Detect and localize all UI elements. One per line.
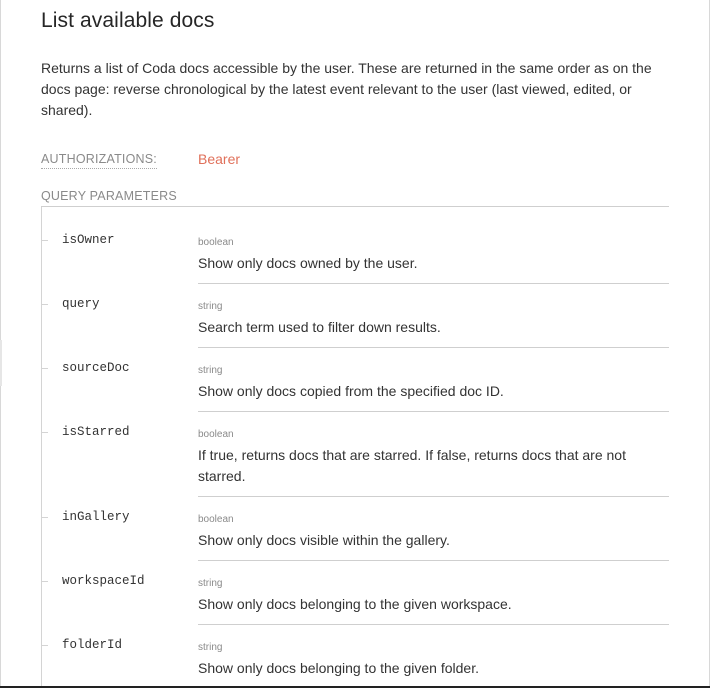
page-title: List available docs [41,9,215,32]
param-name: isOwner [62,233,115,247]
param-description: Show only docs owned by the user. [198,255,418,271]
param-name: isStarred [62,425,130,439]
param-description: If true, returns docs that are starred. If false, returns docs that are not starred. [198,447,626,484]
param-name: query [62,297,100,311]
param-description: Show only docs visible within the gallery. [198,532,450,548]
param-branch [41,645,48,646]
endpoint-description: Returns a list of Coda docs accessible by the user. These are returned in the same order as on the docs page: reverse chronological by the latest event relevant to the user (last viewed, edited, or shared). [41,60,652,118]
param-branch [41,368,48,369]
param-divider [198,411,669,412]
param-divider [198,347,669,348]
parameter-tree-line [41,207,42,688]
param-branch [41,432,48,433]
param-divider [198,496,669,497]
param-branch [41,304,48,305]
param-branch [41,240,48,241]
param-divider [198,283,669,284]
param-branch [41,517,48,518]
param-name: inGallery [62,510,130,524]
param-branch [41,581,48,582]
param-name: workspaceId [62,574,145,588]
left-frame-marker [0,340,2,386]
param-divider [198,560,669,561]
authorizations-label: AUTHORIZATIONS: [41,152,157,169]
param-type: string [198,578,223,589]
param-type: boolean [198,429,234,440]
authorizations-bearer-link[interactable]: Bearer [198,151,241,167]
param-description: Show only docs belonging to the given folder. [198,660,479,676]
authorizations-row [41,152,669,172]
param-description: Show only docs copied from the specified doc ID. [198,383,504,399]
query-parameters-header: QUERY PARAMETERS [41,189,669,207]
param-name: sourceDoc [62,361,130,375]
param-type: string [198,365,223,376]
param-description: Search term used to filter down results. [198,319,441,335]
param-type: string [198,301,223,312]
param-type: boolean [198,237,234,248]
param-description: Show only docs belonging to the given workspace. [198,596,512,612]
param-type: boolean [198,514,234,525]
param-type: string [198,642,223,653]
param-name: folderId [62,638,123,652]
param-divider [198,624,669,625]
